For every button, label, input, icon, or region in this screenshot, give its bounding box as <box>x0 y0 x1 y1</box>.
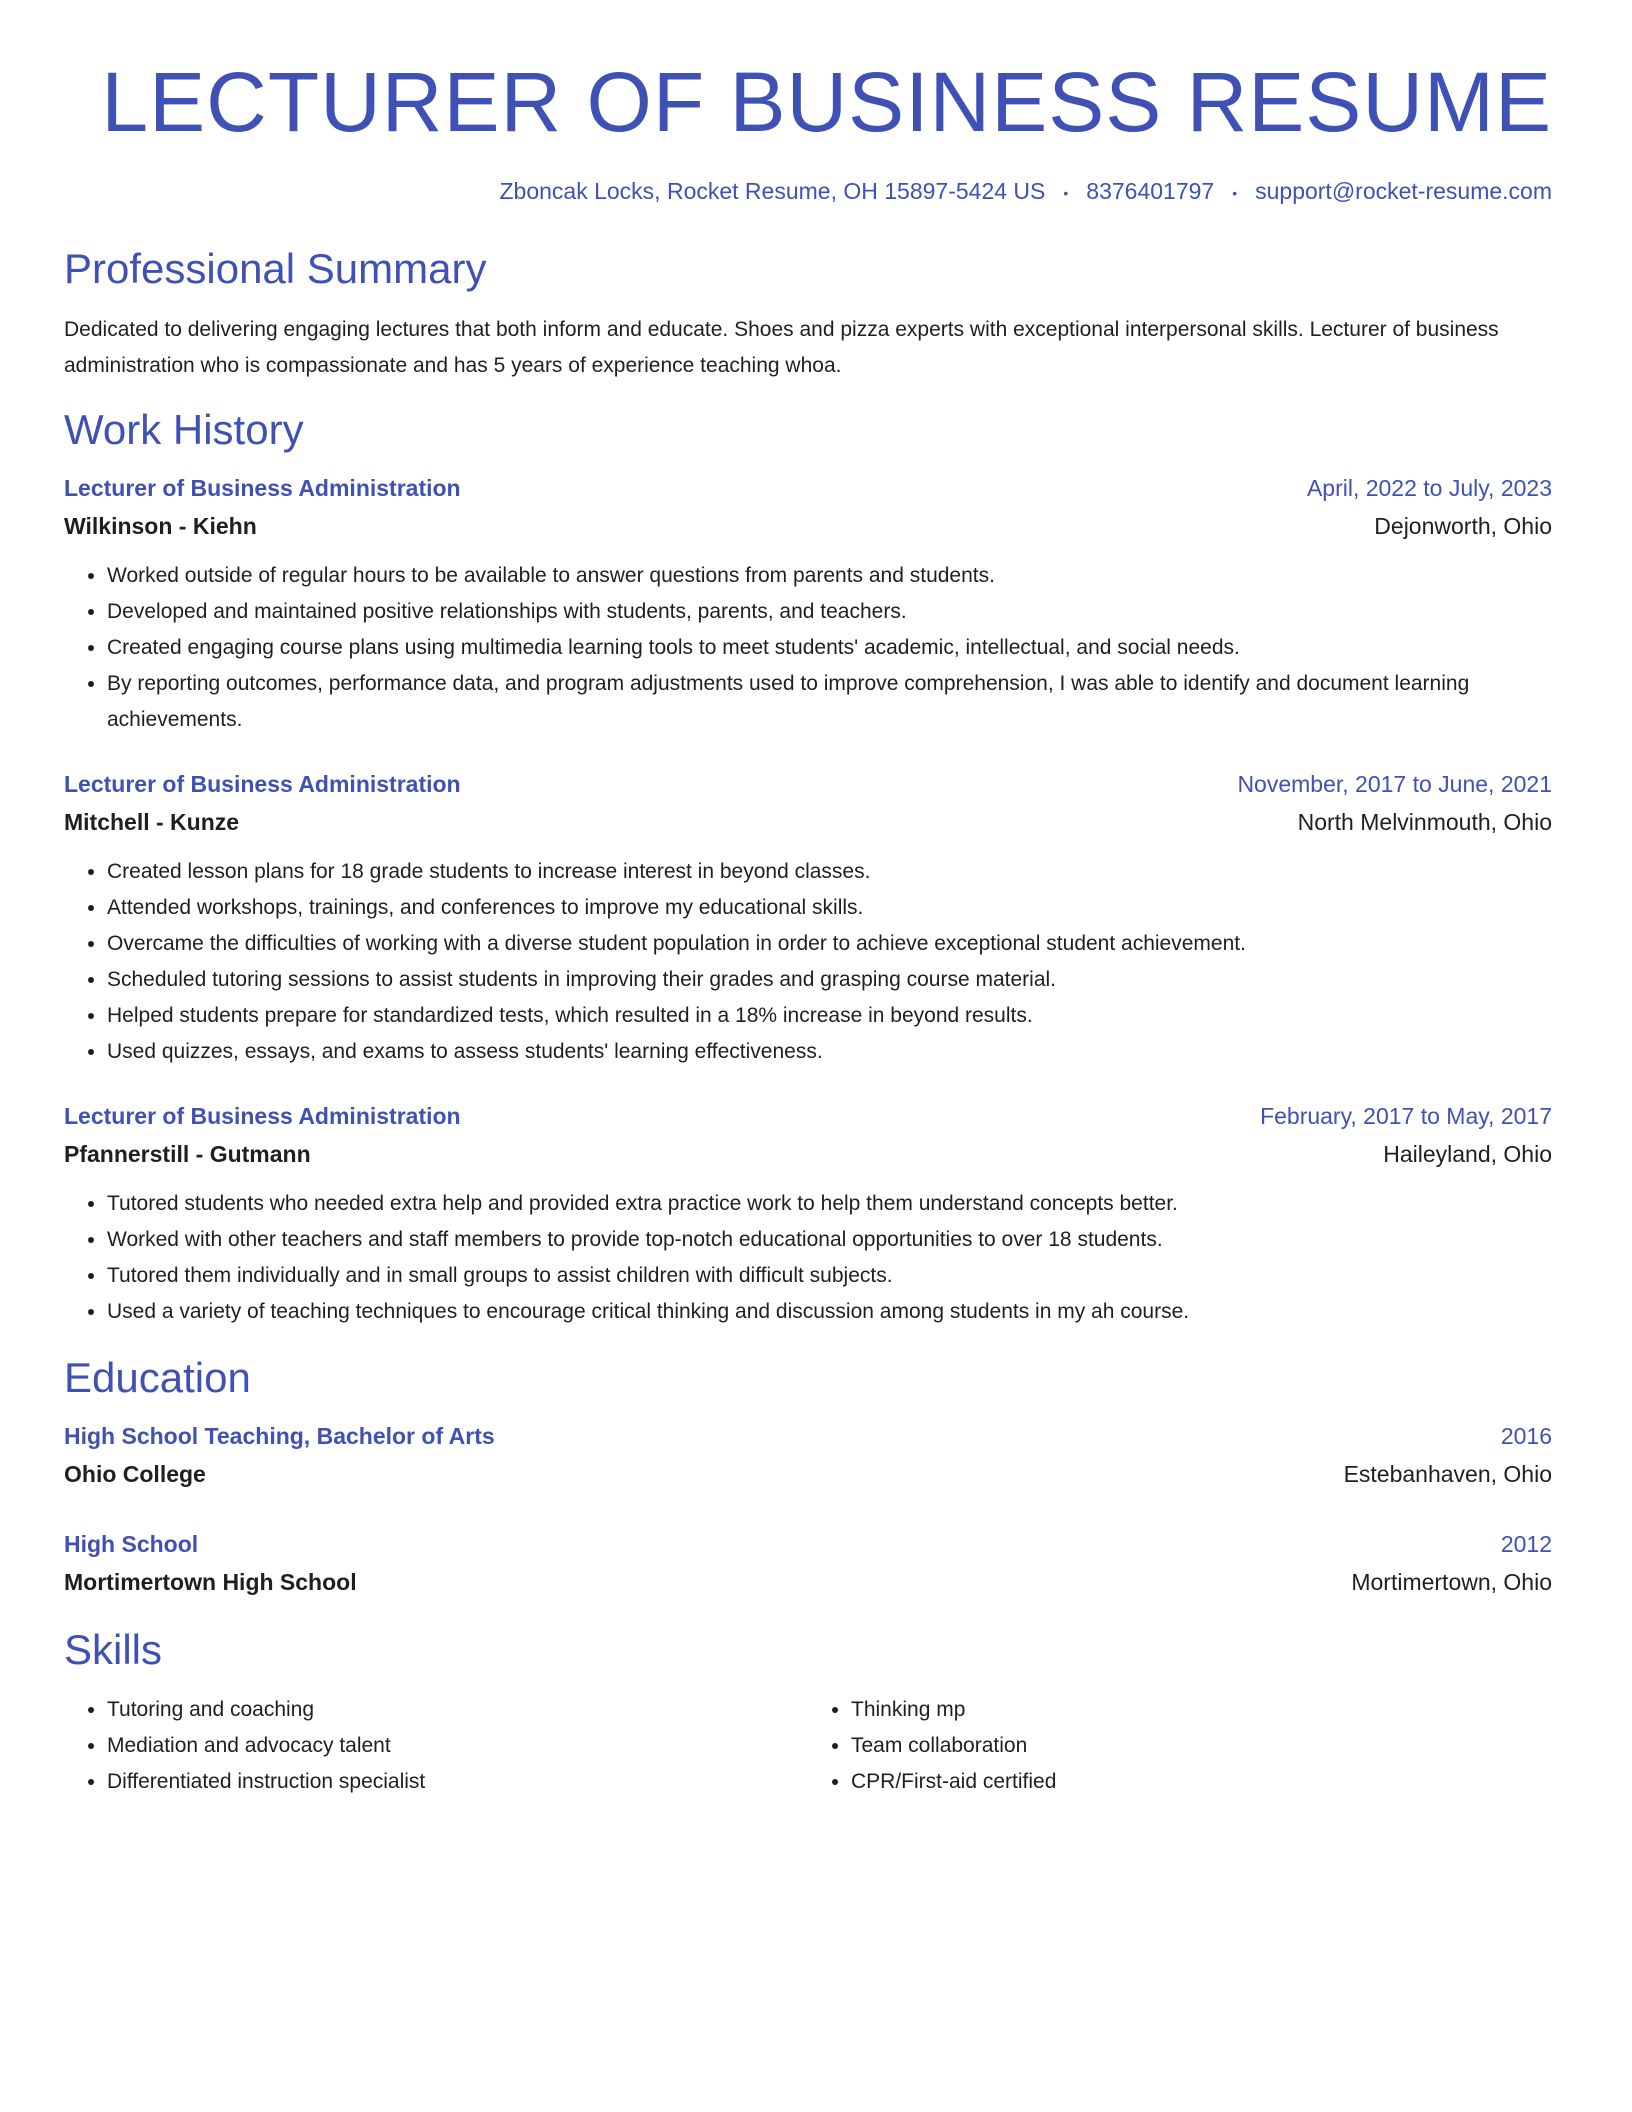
job-bullet: • Created lesson plans for 18 grade students to increase interest in beyond classes. <box>107 854 1552 890</box>
education-degree: High School <box>64 1530 199 1557</box>
job-header-row <box>64 1098 1552 1134</box>
education-year: 2012 <box>1500 1530 1552 1557</box>
job-entry <box>64 1098 1552 1330</box>
skill-item: • CPR/First-aid certified <box>851 1764 1552 1800</box>
education-header-row <box>64 1526 1552 1562</box>
contact-address: Zboncak Locks, Rocket Resume, OH 15897-5424 US <box>499 178 1046 204</box>
job-bullet: • Tutored them individually and in small groups to assist children with difficult subjects. <box>107 1258 1552 1294</box>
job-dates: April, 2022 to July, 2023 <box>1306 474 1552 501</box>
contact-phone: 8376401797 <box>1086 178 1215 204</box>
job-bullet: • Tutored students who needed extra help and provided extra practice work to help them understand concepts better. <box>107 1186 1552 1222</box>
education-school: Ohio College <box>64 1460 206 1487</box>
skill-item: • Mediation and advocacy talent <box>107 1728 808 1764</box>
job-bullets <box>64 558 1552 738</box>
contact-email[interactable]: support@rocket-resume.com <box>1255 178 1552 204</box>
job-bullet: • Attended workshops, trainings, and conferences to improve my educational skills. <box>107 890 1552 926</box>
job-bullet: • Used a variety of teaching techniques to encourage critical thinking and discussion among students in my ah course. <box>107 1294 1552 1330</box>
job-entry <box>64 766 1552 1070</box>
skills-column-right <box>808 1692 1552 1800</box>
job-bullet: • By reporting outcomes, performance data, and program adjustments used to improve comprehension, I was able to identify and document learning achievements. <box>107 666 1552 738</box>
job-title: Lecturer of Business Administration <box>64 474 461 501</box>
education-location: Mortimertown, Ohio <box>1351 1568 1552 1595</box>
education-school: Mortimertown High School <box>64 1568 357 1595</box>
job-header-row <box>64 470 1552 506</box>
job-entry <box>64 470 1552 738</box>
job-bullets <box>64 1186 1552 1330</box>
job-bullet: • Scheduled tutoring sessions to assist students in improving their grades and grasping course material. <box>107 962 1552 998</box>
job-company: Pfannerstill - Gutmann <box>64 1140 311 1167</box>
section-heading-education: Education <box>64 1353 251 1401</box>
job-bullet: • Worked outside of regular hours to be available to answer questions from parents and students. <box>107 558 1552 594</box>
job-bullet: • Overcame the difficulties of working with a diverse student population in order to achieve exceptional student achievement. <box>107 926 1552 962</box>
education-entry <box>64 1418 1552 1494</box>
job-company: Mitchell - Kunze <box>64 808 240 835</box>
section-heading-summary: Professional Summary <box>64 244 487 292</box>
education-school-row <box>64 1562 1552 1602</box>
job-title: Lecturer of Business Administration <box>64 1102 461 1129</box>
job-org-row <box>64 802 1552 842</box>
education-degree: High School Teaching, Bachelor of Arts <box>64 1422 495 1449</box>
job-bullets <box>64 854 1552 1070</box>
contact-separator: • <box>1232 184 1238 201</box>
skills-column-left <box>64 1692 808 1800</box>
job-dates: February, 2017 to May, 2017 <box>1260 1102 1552 1129</box>
contact-line <box>64 176 1552 208</box>
job-bullet: • Used quizzes, essays, and exams to assess students' learning effectiveness. <box>107 1034 1552 1070</box>
job-title: Lecturer of Business Administration <box>64 770 461 797</box>
job-bullet: • Created engaging course plans using multimedia learning tools to meet students' academic, intellectual, and social needs. <box>107 630 1552 666</box>
job-location: Haileyland, Ohio <box>1383 1140 1552 1167</box>
job-bullet: • Developed and maintained positive relationships with students, parents, and teachers. <box>107 594 1552 630</box>
job-org-row <box>64 1134 1552 1174</box>
skill-item: • Team collaboration <box>851 1728 1552 1764</box>
skills-list <box>64 1692 1552 1800</box>
skill-item: • Differentiated instruction specialist <box>107 1764 808 1800</box>
resume-title: LECTURER OF BUSINESS RESUME <box>101 55 1552 149</box>
education-school-row <box>64 1454 1552 1494</box>
section-heading-skills: Skills <box>64 1625 163 1673</box>
job-company: Wilkinson - Kiehn <box>64 512 257 539</box>
education-header-row <box>64 1418 1552 1454</box>
education-entry <box>64 1526 1552 1602</box>
job-dates: November, 2017 to June, 2021 <box>1237 770 1552 797</box>
job-location: Dejonworth, Ohio <box>1374 512 1552 539</box>
job-bullet: • Helped students prepare for standardized tests, which resulted in a 18% increase in beyond results. <box>107 998 1552 1034</box>
education-location: Estebanhaven, Ohio <box>1343 1460 1552 1487</box>
education-year: 2016 <box>1500 1422 1552 1449</box>
summary-text: Dedicated to delivering engaging lectures that both inform and educate. Shoes and pizza experts with exceptional interpersonal skills. Lecturer of business administration who is compassionate and has 5 years of experience teaching whoa. <box>64 317 1499 377</box>
job-location: North Melvinmouth, Ohio <box>1297 808 1552 835</box>
job-header-row <box>64 766 1552 802</box>
contact-separator: • <box>1063 184 1069 201</box>
skill-item: • Tutoring and coaching <box>107 1692 808 1728</box>
job-org-row <box>64 506 1552 546</box>
section-heading-work-history: Work History <box>64 405 304 453</box>
skill-item: • Thinking mp <box>851 1692 1552 1728</box>
job-bullet: • Worked with other teachers and staff members to provide top-notch educational opportunities to over 18 students. <box>107 1222 1552 1258</box>
resume-page <box>64 0 1552 1800</box>
